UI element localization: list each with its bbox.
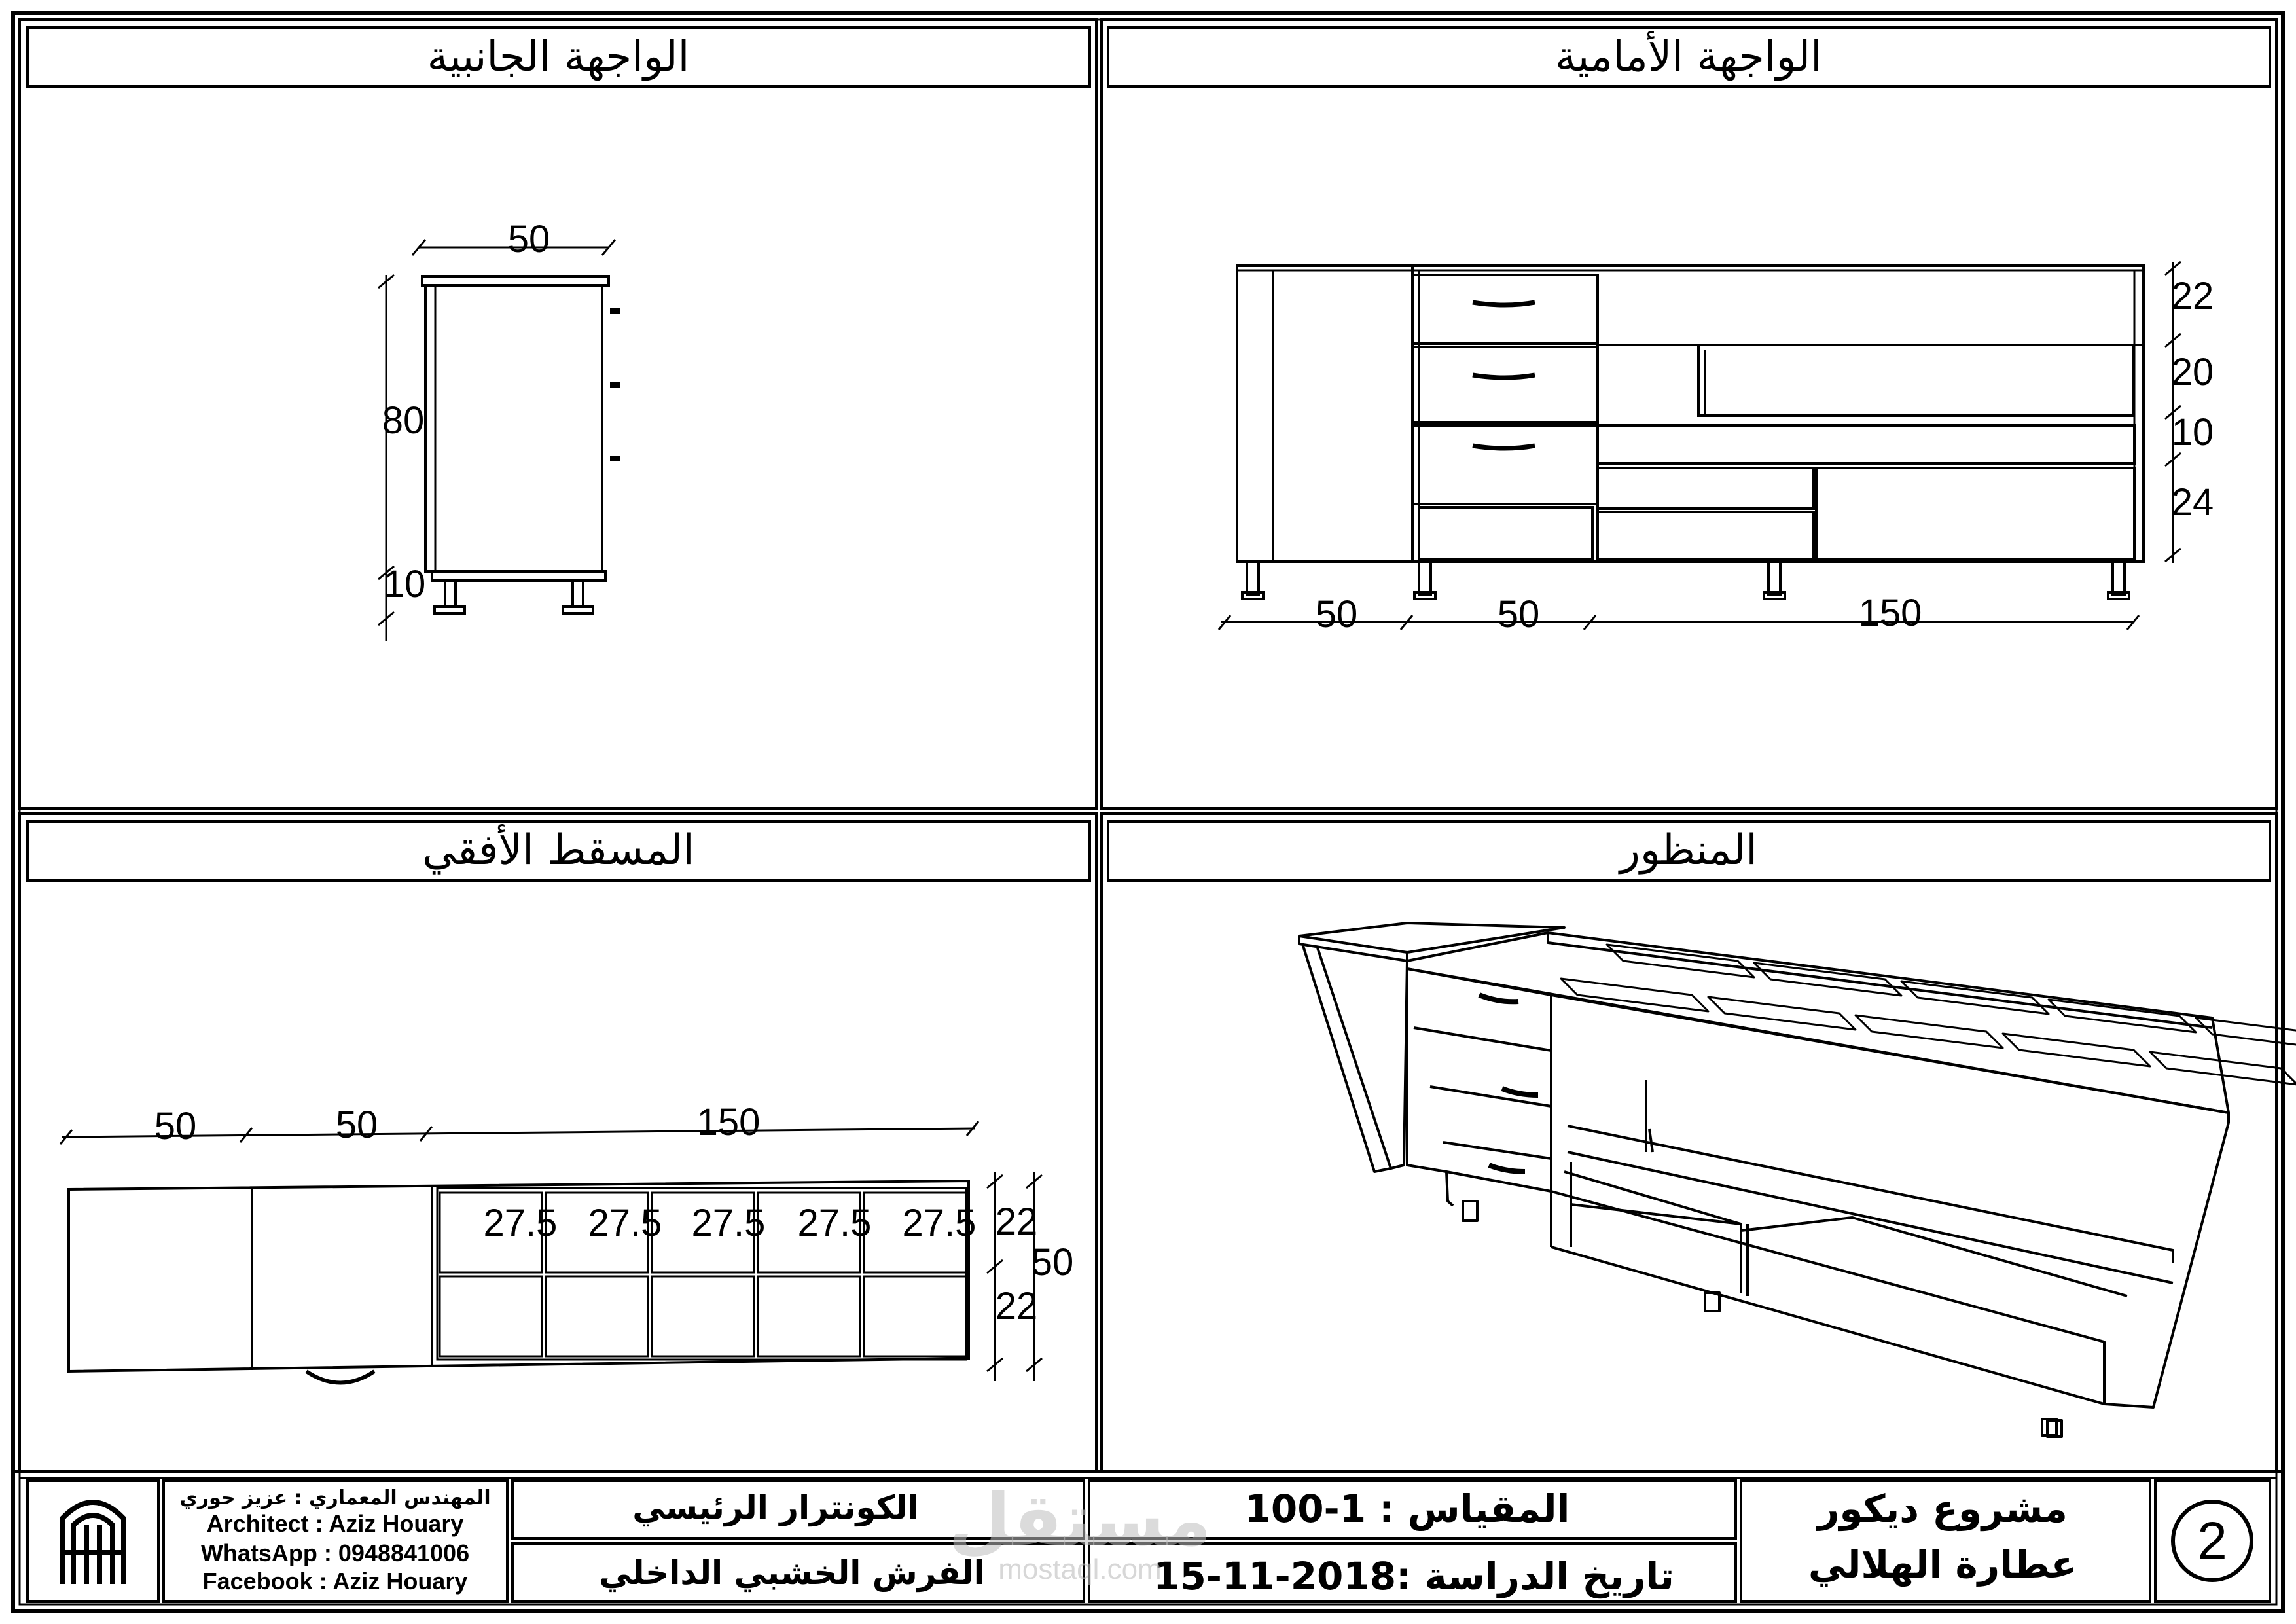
architect-whatsapp: WhatsApp : 0948841006 bbox=[200, 1540, 470, 1566]
plan-cell-label-3: 27.5 bbox=[691, 1202, 766, 1244]
plan-cell bbox=[652, 1276, 754, 1356]
front-dim-height-2: 20 bbox=[2171, 351, 2214, 393]
watermark: مستقل bbox=[948, 1478, 1212, 1562]
front-dim-width-1: 50 bbox=[1315, 593, 1358, 636]
study-date: تاريخ الدراسة :2018-11-15 bbox=[1153, 1554, 1674, 1598]
plan-dim-total-depth: 50 bbox=[1031, 1241, 1074, 1284]
project-name: مشروع ديكور bbox=[1818, 1487, 2068, 1531]
plan-cell-label-5: 27.5 bbox=[902, 1202, 977, 1244]
watermark-url: mostaql.com bbox=[998, 1553, 1162, 1585]
perspective-compartment bbox=[1561, 979, 1708, 1011]
view-title-plan: المسقط الأفقي bbox=[422, 826, 694, 875]
side-dim-height: 80 bbox=[382, 399, 425, 442]
architect-name-ar: المهندس المعماري : عزيز حوري bbox=[179, 1487, 491, 1509]
plan-cell bbox=[440, 1276, 542, 1356]
panel-front bbox=[1102, 20, 2276, 808]
view-title-front: الواجهة الأمامية bbox=[1555, 33, 1822, 81]
drawing-subtitle: الفرش الخشبي الداخلي bbox=[599, 1554, 985, 1592]
plan-cell-label-1: 27.5 bbox=[483, 1202, 558, 1244]
plan-dim-width-1: 50 bbox=[154, 1105, 197, 1147]
client-name: عطارة الهلالي bbox=[1808, 1542, 2077, 1587]
architect-logo bbox=[62, 1502, 124, 1584]
perspective-drawing bbox=[1299, 923, 2296, 1437]
panel-perspective bbox=[1102, 814, 2276, 1471]
plan-dim-depth-2: 22 bbox=[995, 1285, 1038, 1327]
side-dim-legs: 10 bbox=[383, 563, 426, 605]
front-dim-height-4: 24 bbox=[2171, 481, 2214, 524]
plan-cell-label-4: 27.5 bbox=[797, 1202, 872, 1244]
front-view-drawing bbox=[1219, 262, 2181, 630]
view-title-side: الواجهة الجانبية bbox=[427, 33, 690, 81]
architect-facebook: Facebook : Aziz Houary bbox=[202, 1568, 468, 1595]
plan-dim-depth-1: 22 bbox=[995, 1200, 1038, 1243]
drawing-scale: المقياس : 1-100 bbox=[1244, 1487, 1570, 1531]
plan-dim-width-3: 150 bbox=[696, 1101, 761, 1144]
perspective-compartment bbox=[1856, 1015, 2003, 1048]
view-title-perspective: المنظور bbox=[1619, 826, 1758, 875]
plan-cell bbox=[758, 1276, 860, 1356]
front-dim-width-3: 150 bbox=[1858, 592, 1922, 634]
perspective-compartment bbox=[2003, 1034, 2150, 1066]
front-dim-height-3: 10 bbox=[2171, 411, 2214, 454]
drawing-name: الكونترار الرئيسي bbox=[632, 1489, 919, 1526]
sheet-border bbox=[13, 13, 2283, 1611]
front-dim-width-2: 50 bbox=[1497, 593, 1540, 636]
plan-cell-label-2: 27.5 bbox=[588, 1202, 662, 1244]
side-dim-width: 50 bbox=[507, 218, 550, 261]
plan-view-drawing bbox=[60, 1121, 1042, 1383]
front-dim-height-1: 22 bbox=[2171, 275, 2214, 317]
sheet-number: 2 bbox=[2197, 1511, 2227, 1571]
plan-dim-width-2: 50 bbox=[335, 1104, 378, 1146]
panel-side bbox=[20, 20, 1096, 808]
architect-name-en: Architect : Aziz Houary bbox=[206, 1510, 464, 1537]
plan-cell bbox=[546, 1276, 648, 1356]
plan-cell bbox=[864, 1276, 966, 1356]
